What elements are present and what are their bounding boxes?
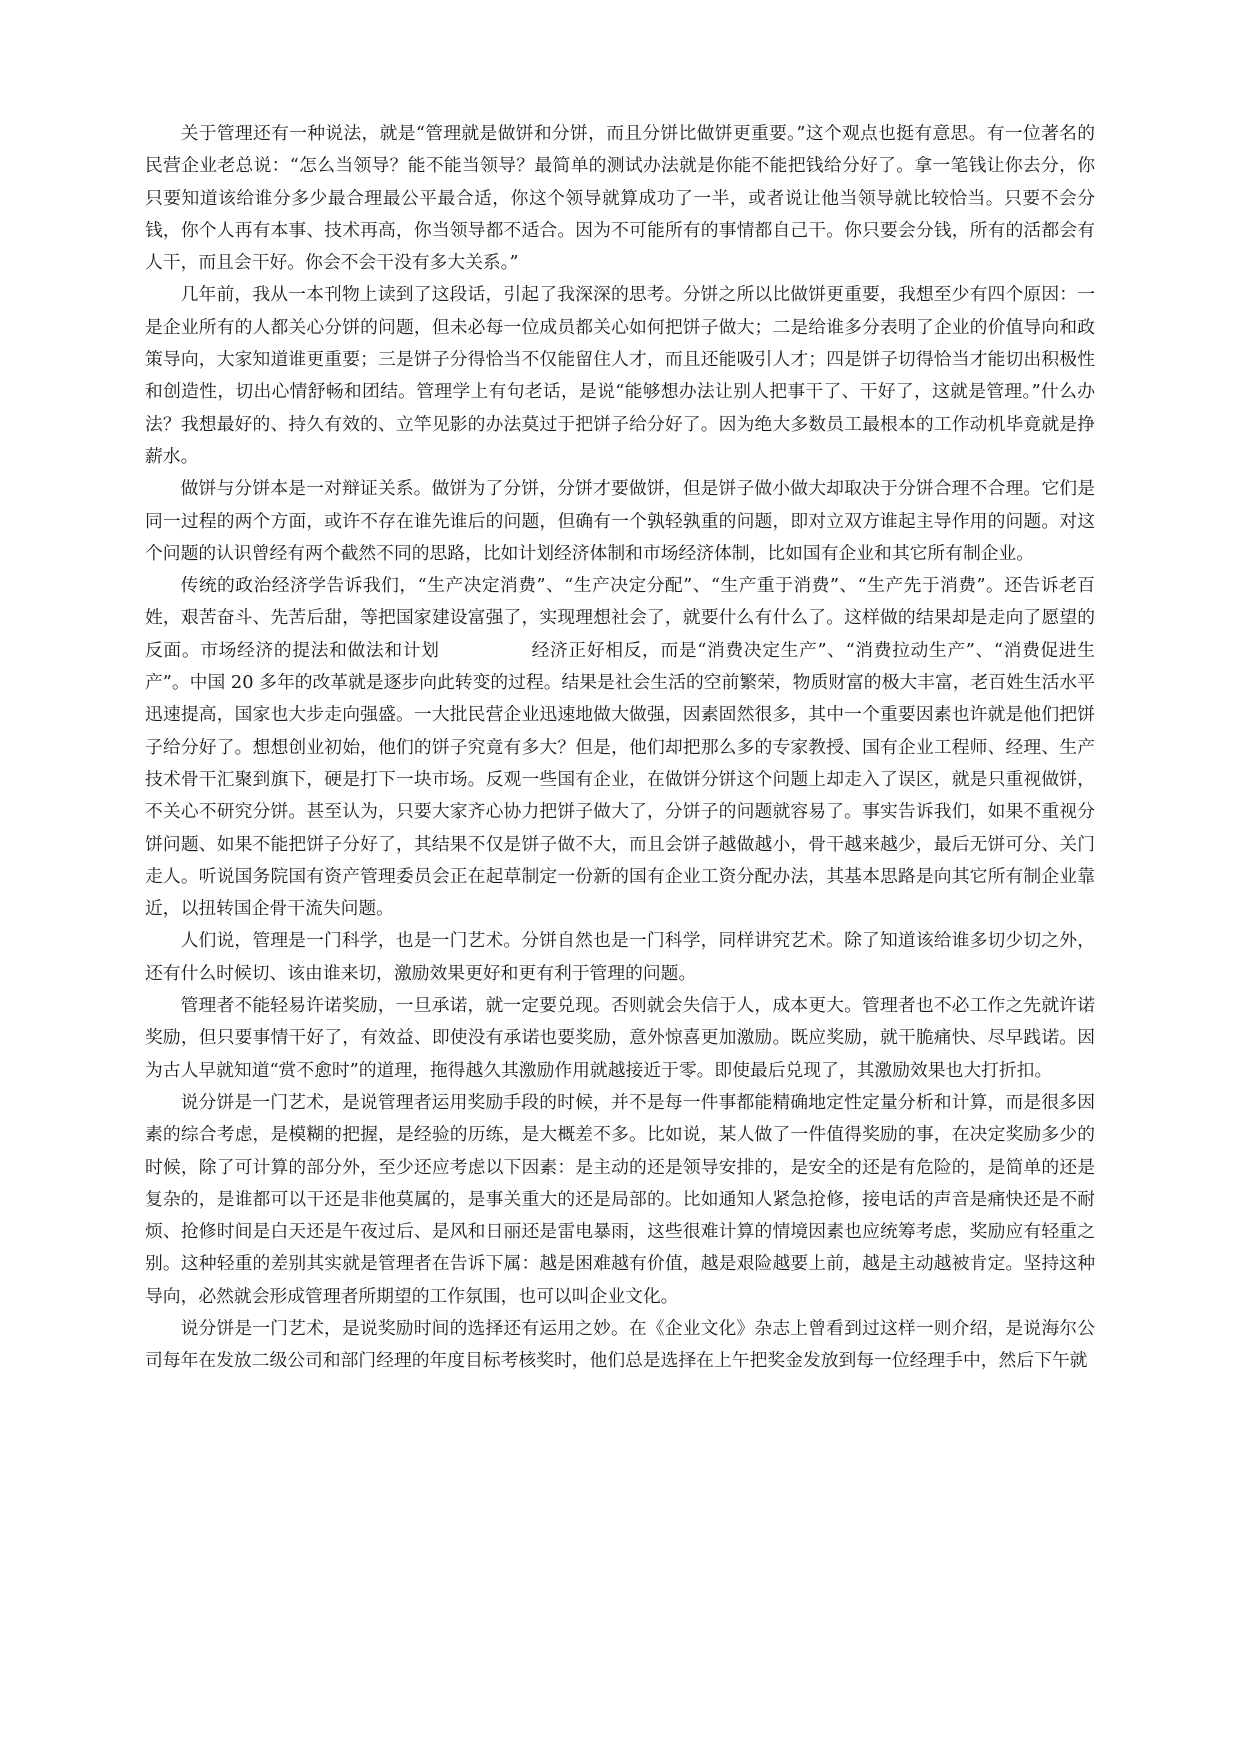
paragraph-8: 说分饼是一门艺术，是说奖励时间的选择还有运用之妙。在《企业文化》杂志上曾看到过这样一则介绍，是说海尔公司每年在发放二级公司和部门经理的年度目标考核奖时，他们总是选择在上午把奖金发放到每一位经理手中，然后下午就 [145, 1317, 1095, 1372]
paragraph-5: 人们说，管理是一门科学，也是一门艺术。分饼自然也是一门科学，同样讲究艺术。除了知道该给谁多切少切之外，还有什么时候切、该由谁来切，激励效果更好和更有利于管理的问题。 [145, 930, 1095, 984]
paragraph-1: 关于管理还有一种说法，就是“管理就是做饼和分饼，而且分饼比做饼更重要。”这个观点也挺有意思。有一位著名的民营企业老总说：“怎么当领导？能不能当领导？最简单的测试办法就是你能不能把钱给分好了。拿一笔钱让你去分，你只要知道该给谁分多少最合理最公平最合适，你这个领导就算成功了一半，或者说让他当领导就比较恰当。只要不会分钱，你个人再有本事、技术再高，你当领导都不适合。因为不可能所有的事情都自己干。你只要会分钱，所有的活都会有人干，而且会干好。你会不会干没有多大关系。” [145, 123, 1095, 274]
paragraph-7: 说分饼是一门艺术，是说管理者运用奖励手段的时候，并不是每一件事都能精确地定性定量分析和计算，而是很多因素的综合考虑，是模糊的把握，是经验的历练，是大概差不多。比如说，某人做了一件值得奖励的事，在决定奖励多少的时候，除了可计算的部分外，至少还应考虑以下因素：是主动的还是领导安排的，是安全的还是有危险的，是简单的还是复杂的，是谁都可以干还是非他莫属的，是事关重大的还是局部的。比如通知人紧急抢修，接电话的声音是痛快还是不耐烦、抢修时间是白天还是午夜过后、是风和日丽还是雷电暴雨，这些很难计算的情境因素也应统筹考虑，奖励应有轻重之别。这种轻重的差别其实就是管理者在告诉下属：越是困难越有价值，越是艰险越要上前，越是主动越被肯定。坚持这种导向，必然就会形成管理者所期望的工作氛围，也可以叫企业文化。 [145, 1091, 1095, 1307]
paragraph-2: 几年前，我从一本刊物上读到了这段话，引起了我深深的思考。分饼之所以比做饼更重要，我想至少有四个原因：一是企业所有的人都关心分饼的问题，但未必每一位成员都关心如何把饼子做大；二是给谁多分表明了企业的价值导向和政策导向，大家知道谁更重要；三是饼子分得恰当不仅能留住人才，而且还能吸引人才；四是饼子切得恰当才能切出积极性和创造性，切出心情舒畅和团结。管理学上有句老话，是说“能够想办法让别人把事干了、干好了，这就是管理。”什么办法？我想最好的、持久有效的、立竿见影的办法莫过于把饼子给分好了。因为绝大多数员工最根本的工作动机毕竟就是挣薪水。 [145, 284, 1095, 467]
document-body [145, 118, 1095, 1378]
paragraph-6: 管理者不能轻易许诺奖励，一旦承诺，就一定要兑现。否则就会失信于人，成本更大。管理者也不必工作之先就许诺奖励，但只要事情干好了，有效益、即使没有承诺也要奖励，意外惊喜更加激励。既应奖励，就干脆痛快、尽早践诺。因为古人早就知道“赏不愈时”的道理，拖得越久其激励作用就越接近于零。即使最后兑现了，其激励效果也大打折扣。 [145, 995, 1095, 1081]
paragraph-4: 传统的政治经济学告诉我们，“生产决定消费”、“生产决定分配”、“生产重于消费”、“生产先于消费”。还告诉老百姓，艰苦奋斗、先苦后甜，等把国家建设富强了，实现理想社会了，就要什么有什么了。这样做的结果却是走向了愿望的反面。市场经济的提法和做法和计划 经济正好相反，而是“消费决定生产”、“消费拉动生产”、“消费促进生产”。中国 20 多年的改革就是逐步向此转变的过程。结果是社会生活的空前繁荣，物质财富的极大丰富，老百姓生活水平迅速提高，国家也大步走向强盛。一大批民营企业迅速地做大做强，因素固然很多，其中一个重要因素也许就是他们把饼子给分好了。想想创业初始，他们的饼子究竟有多大？但是，他们却把那么多的专家教授、国有企业工程师、经理、生产技术骨干汇聚到旗下，硬是打下一块市场。反观一些国有企业，在做饼分饼这个问题上却走入了误区，就是只重视做饼，不关心不研究分饼。甚至认为，只要大家齐心协力把饼子做大了，分饼子的问题就容易了。事实告诉我们，如果不重视分饼问题、如果不能把饼子分好了，其结果不仅是饼子做不大，而且会饼子越做越小，骨干越来越少，最后无饼可分、关门走人。听说国务院国有资产管理委员会正在起草制定一份新的国有企业工资分配办法，其基本思路是向其它所有制企业靠近，以扭转国企骨干流失问题。 [145, 575, 1095, 920]
paragraph-3: 做饼与分饼本是一对辩证关系。做饼为了分饼，分饼才要做饼，但是饼子做小做大却取决于分饼合理不合理。它们是同一过程的两个方面，或许不存在谁先谁后的问题，但确有一个孰轻孰重的问题，即对立双方谁起主导作用的问题。对这个问题的认识曾经有两个截然不同的思路，比如计划经济体制和市场经济体制，比如国有企业和其它所有制企业。 [145, 478, 1095, 564]
